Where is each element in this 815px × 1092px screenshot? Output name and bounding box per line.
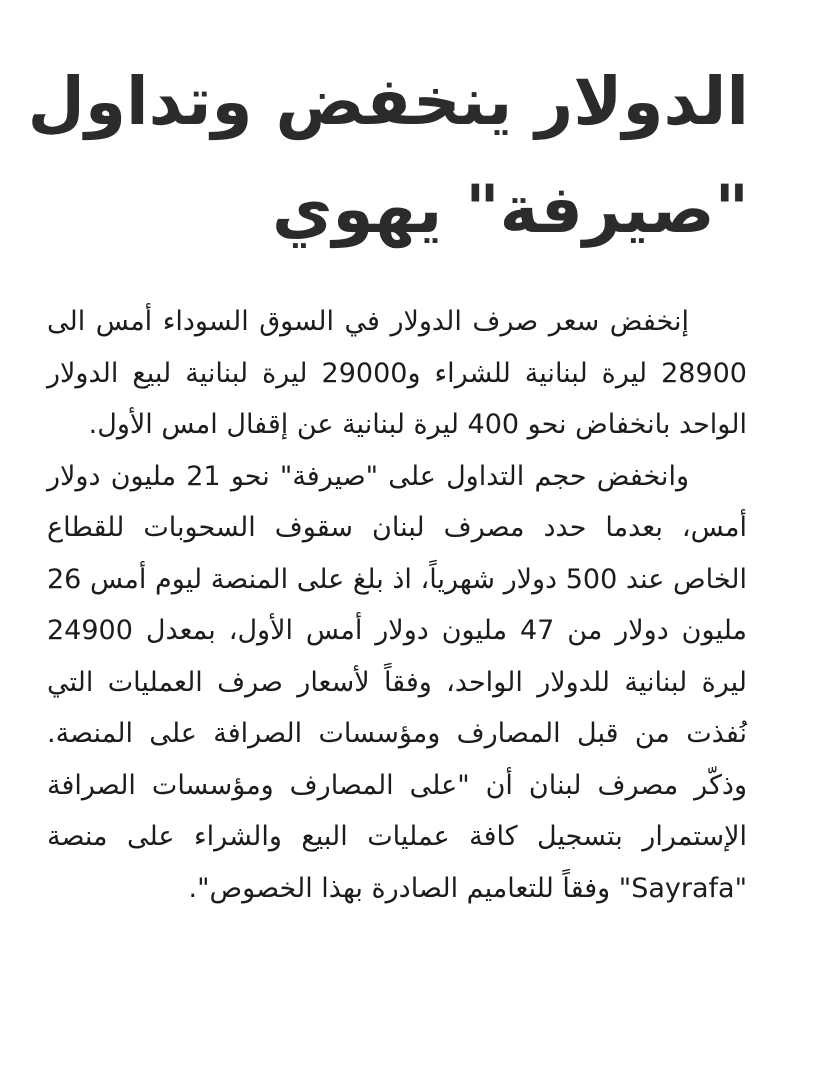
headline-line-2: "صيرفة" يهوي	[272, 171, 749, 248]
article-paragraph-1: إنخفض سعر صرف الدولار في السوق السوداء أمس الى 28900 ليرة لبنانية للشراء و29000 ليرة لبنانية لبيع الدولار الواحد بانخفاض نحو 400 ليرة لبنانية عن إقفال امس الأول.	[47, 306, 747, 440]
headline	[27, 48, 749, 264]
article-paragraph-2: وانخفض حجم التداول على "صيرفة" نحو 21 مليون دولار أمس، بعدما حدد مصرف لبنان سقوف السحوبات للقطاع الخاص عند 500 دولار شهرياً، اذ بلغ على المنصة ليوم أمس 26 مليون دولار من 47 مليون دولار أمس الأول، بمعدل 24900 ليرة لبنانية للدولار الواحد، وفقاً لأسعار صرف العمليات التي نُفذت من قبل المصارف ومؤسسات الصرافة على المنصة. وذكّر مصرف لبنان أن "على المصارف ومؤسسات الصرافة الإستمرار بتسجيل كافة عمليات البيع والشراء على منصة "Sayrafa" وفقاً للتعاميم الصادرة بهذا الخصوص".	[47, 460, 747, 904]
article-body	[47, 296, 747, 914]
headline-line-1: الدولار ينخفض وتداول	[27, 63, 749, 140]
